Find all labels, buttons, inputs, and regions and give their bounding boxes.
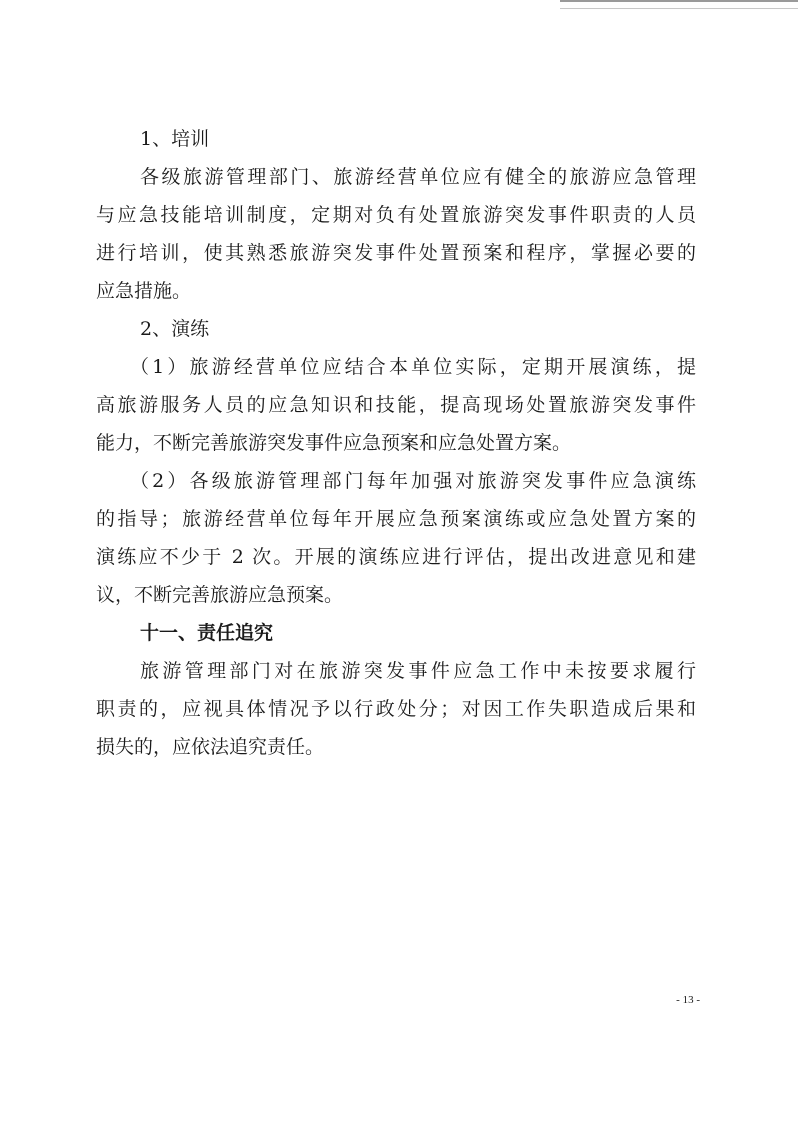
section-heading-drill: 2、演练: [140, 318, 210, 340]
page-number: - 13 -: [676, 994, 700, 1006]
section-heading-accountability: 十一、责任追究: [140, 622, 274, 644]
paragraph-line: 与应急技能培训制度，定期对负有处置旅游突发事件职责的人员: [96, 204, 696, 226]
paragraph-line: （1）旅游经营单位应结合本单位实际，定期开展演练，提: [130, 356, 696, 378]
paragraph-line: （2）各级旅游管理部门每年加强对旅游突发事件应急演练: [130, 470, 696, 492]
document-body: [96, 120, 696, 766]
paragraph-line: 高旅游服务人员的应急知识和技能，提高现场处置旅游突发事件: [96, 394, 696, 416]
paragraph-line: 进行培训，使其熟悉旅游突发事件处置预案和程序，掌握必要的: [96, 242, 696, 264]
paragraph-line: 的指导；旅游经营单位每年开展应急预案演练或应急处置方案的: [96, 508, 696, 530]
paragraph-line: 演练应不少于 2 次。开展的演练应进行评估，提出改进意见和建: [96, 546, 696, 568]
paragraph-line: 议，不断完善旅游应急预案。: [96, 584, 344, 606]
paragraph-line: 损失的，应依法追究责任。: [96, 736, 325, 758]
scan-edge-artifact: [560, 0, 798, 9]
paragraph-line: 各级旅游管理部门、旅游经营单位应有健全的旅游应急管理: [140, 166, 696, 188]
paragraph-line: 旅游管理部门对在旅游突发事件应急工作中未按要求履行: [140, 660, 696, 682]
paragraph-line: 职责的，应视具体情况予以行政处分；对因工作失职造成后果和: [96, 698, 696, 720]
section-heading-training: 1、培训: [140, 128, 210, 150]
paragraph-line: 应急措施。: [96, 280, 192, 302]
paragraph-line: 能力，不断完善旅游突发事件应急预案和应急处置方案。: [96, 432, 572, 454]
